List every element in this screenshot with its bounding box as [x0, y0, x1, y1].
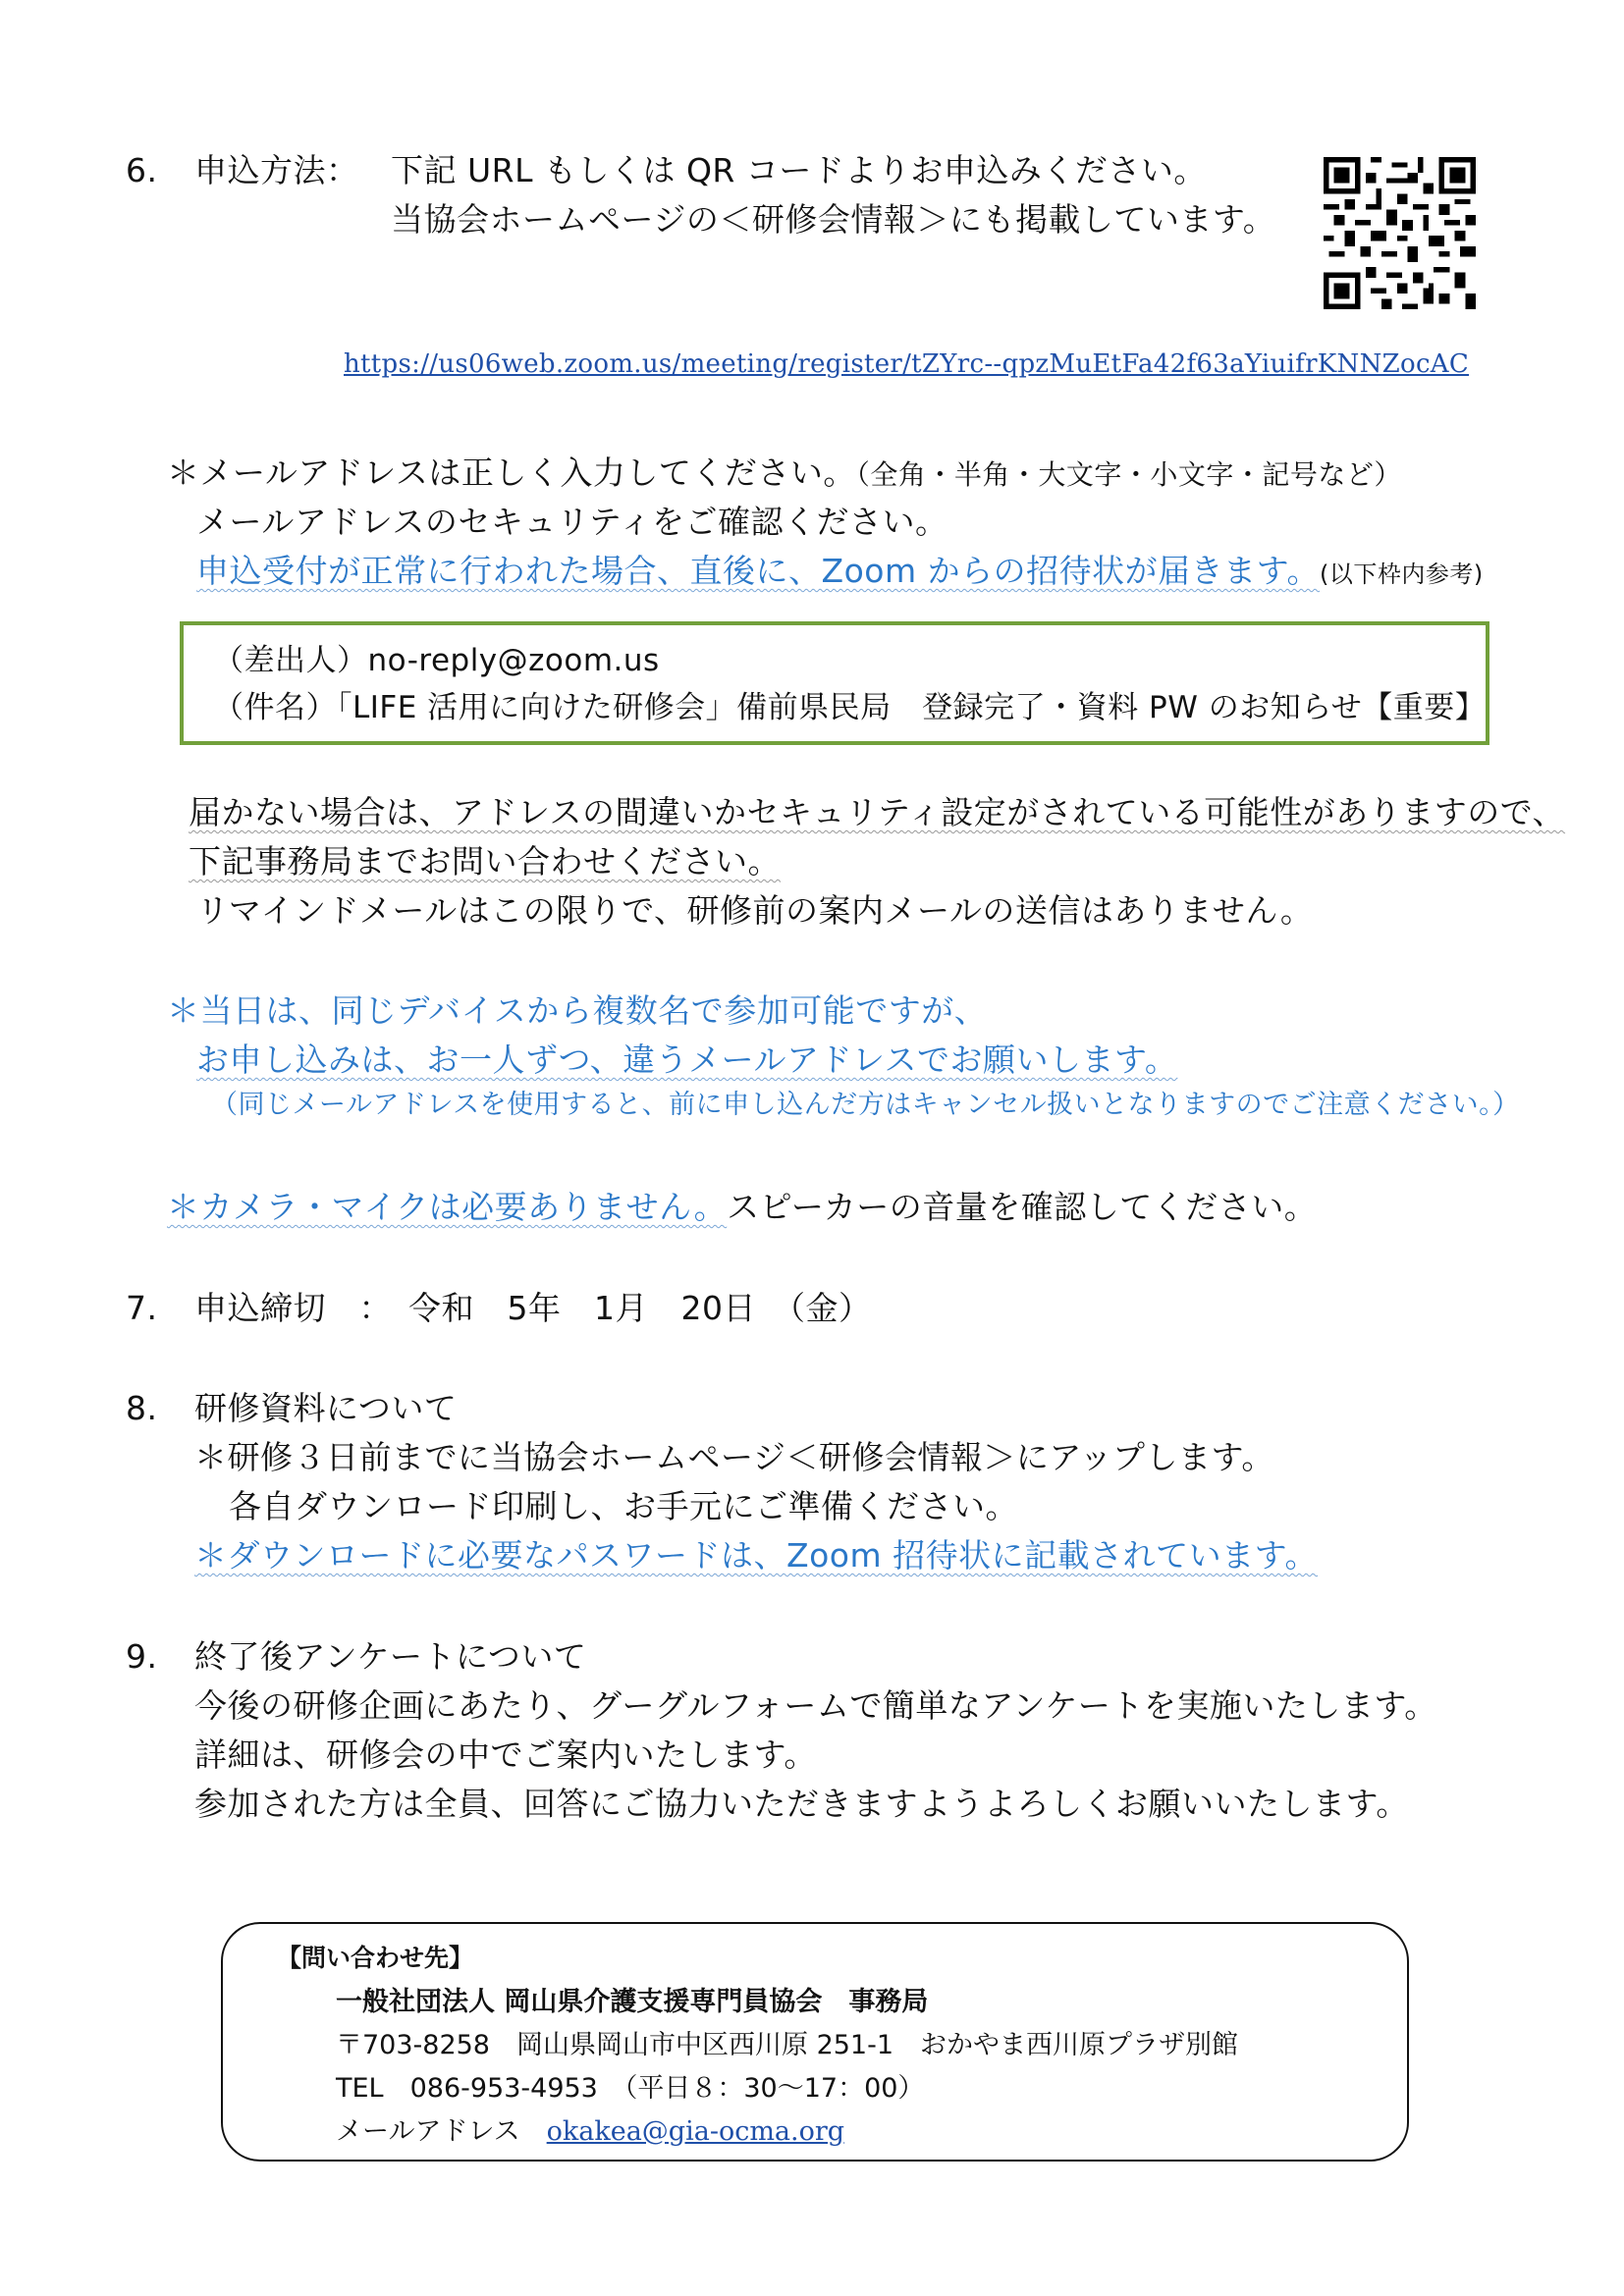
section-7-number: 7.: [126, 1289, 158, 1327]
not-arrived-line2: 下記事務局までお問い合わせください。: [189, 842, 781, 881]
email-note-main: ＊メールアドレスは正しく入力してください。: [167, 454, 856, 492]
contact-tel: TEL 086-953-4953 （平日８：30～17：00）: [336, 2073, 925, 2104]
section-8-line1: ＊研修３日前までに当協会ホームページ＜研修会情報＞にアップします。: [194, 1438, 1274, 1476]
section-6-line2: 当協会ホームページの＜研修会情報＞にも掲載しています。: [391, 200, 1276, 239]
registration-url-link[interactable]: https://us06web.zoom.us/meeting/register/tZYrc--qpzMuEtFa42f63aYiuifrKNNZocAC: [344, 349, 1470, 379]
camera-note-blue: ＊カメラ・マイクは必要ありません。: [167, 1188, 728, 1226]
camera-note-rest: スピーカーの音量を確認してください。: [727, 1188, 1318, 1226]
section-9-title: 終了後アンケートについて: [194, 1637, 587, 1676]
not-arrived-line1: 届かない場合は、アドレスの間違いかセキュリティ設定がされている可能性がありますので、: [189, 793, 1566, 831]
section-8-line2: 各自ダウンロード印刷し、お手元にご準備ください。: [229, 1487, 1018, 1525]
section-9-number: 9.: [126, 1637, 158, 1676]
same-day-line3: （同じメールアドレスを使用すると、前に申し込んだ方はキャンセル扱いとなりますのでご注意ください。）: [211, 1090, 1520, 1120]
email-note: [167, 454, 1402, 493]
contact-org: 一般社団法人 岡山県介護支援専門員協会 事務局: [336, 1987, 929, 2017]
invite-note-text: 申込受付が正常に行われた場合、直後に、Zoom からの招待状が届きます。: [196, 552, 1320, 590]
section-8-title: 研修資料について: [194, 1389, 458, 1427]
contact-address: 〒703-8258 岡山県岡山市中区西川原 251-1 おかやま西川原プラザ別館: [336, 2030, 1239, 2060]
invite-note-ref: (以下枠内参考): [1319, 561, 1484, 588]
section-6-line1: 下記 URL もしくは QR コードよりお申込みください。: [391, 151, 1207, 189]
email-sample-box: [180, 621, 1489, 745]
contact-box: [221, 1922, 1409, 2162]
same-day-line1: ＊当日は、同じデバイスから複数名で参加可能ですが、: [167, 991, 988, 1030]
section-6-label: 申込方法：: [194, 151, 359, 189]
section-6-number: 6.: [126, 151, 158, 189]
reminder-note: リマインドメールはこの限りで、研修前の案内メールの送信はありません。: [196, 891, 1314, 930]
section-7-deadline: 申込締切 ： 令和 5年 1月 20日 （金）: [194, 1289, 872, 1327]
email-sender: （差出人）no-reply@zoom.us: [213, 643, 660, 678]
email-note-paren: （全角・半角・大文字・小文字・記号など）: [855, 458, 1402, 491]
camera-note: [167, 1188, 1317, 1227]
contact-mail-link[interactable]: okakea@gia-ocma.org: [546, 2116, 845, 2147]
contact-heading: 【問い合わせ先】: [277, 1944, 474, 1972]
section-9-line1: 今後の研修企画にあたり、グーグルフォームで簡単なアンケートを実施いたします。: [194, 1686, 1437, 1725]
section-8-number: 8.: [126, 1389, 158, 1427]
section-9-line2: 詳細は、研修会の中でご案内いたします。: [194, 1735, 817, 1774]
invite-note: [196, 552, 1484, 591]
same-day-line2: お申し込みは、お一人ずつ、違うメールアドレスでお願いします。: [196, 1041, 1178, 1079]
section-9-line3: 参加された方は全員、回答にご協力いただきますようよろしくお願いいたします。: [194, 1785, 1409, 1823]
section-8-line3: ＊ダウンロードに必要なパスワードは、Zoom 招待状に記載されています。: [194, 1536, 1318, 1575]
contact-mail-label: メールアドレス: [336, 2116, 520, 2147]
email-subject: （件名）「LIFE 活用に向けた研修会」備前県民局 登録完了・資料 PW のお知らせ【重要】: [213, 690, 1487, 725]
contact-mail-row: [336, 2116, 844, 2148]
qr-code: [1324, 157, 1476, 309]
security-note: メールアドレスのセキュリティをご確認ください。: [196, 503, 948, 541]
